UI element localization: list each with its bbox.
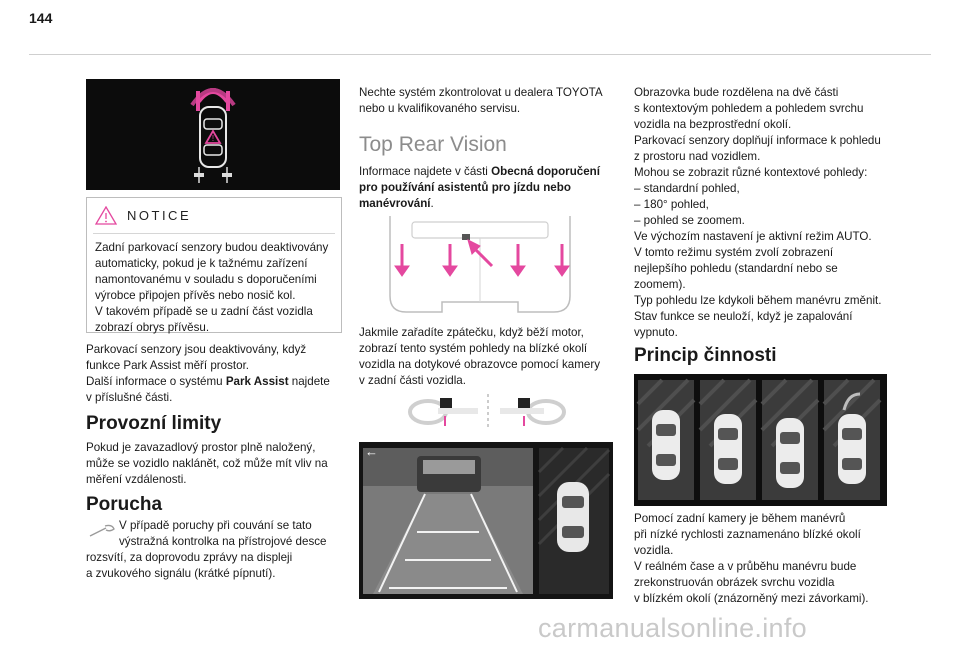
paragraph-line: Nechte systém zkontrolovat u dealera TOYOTA	[359, 86, 603, 99]
paragraph-line: může se vozidlo naklánět, což může mít vliv na	[86, 457, 328, 470]
warning-icon	[95, 206, 117, 225]
fault-paragraph	[86, 518, 348, 582]
notice-line: Zadní parkovací senzory budou deaktivovány	[95, 241, 329, 254]
camera-screen-illustration	[359, 442, 613, 599]
paragraph-line: měření vzdálenosti.	[86, 473, 187, 486]
notice-title: NOTICE	[127, 208, 192, 223]
paragraph-line: V tomto režimu systém zvolí zobrazení	[634, 246, 834, 259]
paragraph-line: rozsvítí, za doprovodu zprávy na displeji	[86, 551, 293, 564]
rear-sensor-illustration	[86, 79, 340, 190]
list-item: – standardní pohled,	[634, 182, 740, 195]
paragraph-line	[86, 374, 346, 390]
text-span: najdete	[288, 375, 330, 388]
text-span: Další informace o systému	[86, 375, 226, 388]
paragraph-line: nejlepšího pohledu (standardní nebo se	[634, 262, 838, 275]
page-number: 144	[29, 10, 53, 26]
paragraph-line: zobrazí tento systém pohledy na blízké okolí	[359, 342, 588, 355]
info-paragraph	[359, 164, 621, 212]
paragraph-line: zrekonstruován obrázek svrchu vozidla	[634, 576, 835, 589]
paragraph-line	[359, 164, 621, 180]
notice-line: V takovém případě se u zadní část vozidla	[95, 305, 313, 318]
back-arrow-icon[interactable]: ←	[365, 444, 378, 459]
guide-ref: Obecná doporučení	[491, 165, 600, 178]
paragraph-line: Pokud je zavazadlový prostor plně naložený,	[86, 441, 316, 454]
list-item: – pohled se zoomem.	[634, 214, 745, 227]
notice-line: automaticky, pokud je k tažnému zařízení	[95, 257, 308, 270]
paragraph-line: vozidla na bezprostřední okolí.	[634, 118, 792, 131]
paragraph-line: výstražná kontrolka na přístrojové desce	[119, 535, 327, 548]
paragraph-line: V reálném čase a v průběhu manévru bude	[634, 560, 857, 573]
guide-ref: manévrování	[359, 197, 431, 210]
views-paragraph	[634, 85, 904, 341]
paragraph-line: Parkovací senzory doplňují informace k pohledu	[634, 134, 881, 147]
paragraph-line: vozidla na dotykové obrazovce pomocí kamery	[359, 358, 601, 371]
guide-ref: pro používání asistentů pro jízdu nebo	[359, 181, 571, 194]
rear-camera-illustration	[382, 216, 578, 316]
fault-heading: Porucha	[86, 494, 163, 515]
paragraph-line: Obrazovka bude rozdělena na dvě části	[634, 86, 839, 99]
park-assist-paragraph	[86, 342, 346, 406]
limits-heading: Provozní limity	[86, 413, 222, 434]
notice-line: zobrazí obrys přívěsu.	[95, 321, 210, 334]
paragraph-line: z prostoru nad vozidlem.	[634, 150, 761, 163]
watermark: carmanualsonline.info	[538, 613, 807, 643]
paragraph-line: Parkovací senzory jsou deaktivovány, když	[86, 343, 307, 356]
top-divider	[29, 54, 931, 55]
park-assist-ref: Park Assist	[225, 375, 289, 388]
text-span: .	[430, 197, 434, 210]
paragraph-line: funkce Park Assist měří prostor.	[86, 359, 250, 372]
paragraph-line: Stav funkce se neuloží, když je zapalování	[634, 310, 853, 323]
paragraph-line: v blízkém okolí (znázorněný mezi závorkami).	[634, 592, 869, 605]
principle-heading: Princip činnosti	[634, 345, 777, 366]
text-span: Informace najdete v části	[359, 165, 492, 178]
steering-gear-illustration	[400, 392, 576, 432]
notice-body	[87, 234, 341, 336]
principle-paragraph	[634, 511, 904, 607]
reverse-paragraph	[359, 325, 621, 389]
paragraph-line: Ve výchozím nastavení je aktivní režim AUTO.	[634, 230, 872, 243]
paragraph-line: vozidla.	[634, 544, 674, 557]
paragraph-line: nebo u kvalifikovaného servisu.	[359, 102, 521, 115]
paragraph-line	[359, 196, 621, 212]
notice-line: výrobce připojen přívěs nebo nosič kol.	[95, 289, 296, 302]
top-rear-vision-heading: Top Rear Vision	[359, 133, 507, 156]
paragraph-line: při nízké rychlosti zaznamenáno blízké okolí	[634, 528, 861, 541]
paragraph-line: v příslušné části.	[86, 391, 173, 404]
top-view-sequence-illustration	[634, 374, 887, 506]
paragraph-line: Typ pohledu lze kdykoli během manévru změnit.	[634, 294, 882, 307]
notice-line: namontovanému v souladu s doporučeními	[95, 273, 317, 286]
paragraph-line: Mohou se zobrazit různé kontextové pohledy:	[634, 166, 868, 179]
paragraph-line: Jakmile zařadíte zpátečku, když běží motor,	[359, 326, 584, 339]
paragraph-line: zoomem).	[634, 278, 686, 291]
paragraph-line: v zadní části vozidla.	[359, 374, 466, 387]
intro-paragraph	[359, 85, 621, 117]
paragraph-line: Pomocí zadní kamery je během manévrů	[634, 512, 846, 525]
paragraph-line: vypnuto.	[634, 326, 678, 339]
list-item: – 180° pohled,	[634, 198, 709, 211]
paragraph-line: s kontextovým pohledem a pohledem svrchu	[634, 102, 864, 115]
notice-box	[86, 197, 342, 333]
paragraph-line	[359, 180, 621, 196]
limits-paragraph	[86, 440, 346, 488]
paragraph-line: V případě poruchy při couvání se tato	[119, 519, 312, 532]
paragraph-line: a zvukového signálu (krátké pípnutí).	[86, 567, 276, 580]
notice-header	[87, 198, 341, 233]
svg-text:!: !	[211, 134, 215, 143]
